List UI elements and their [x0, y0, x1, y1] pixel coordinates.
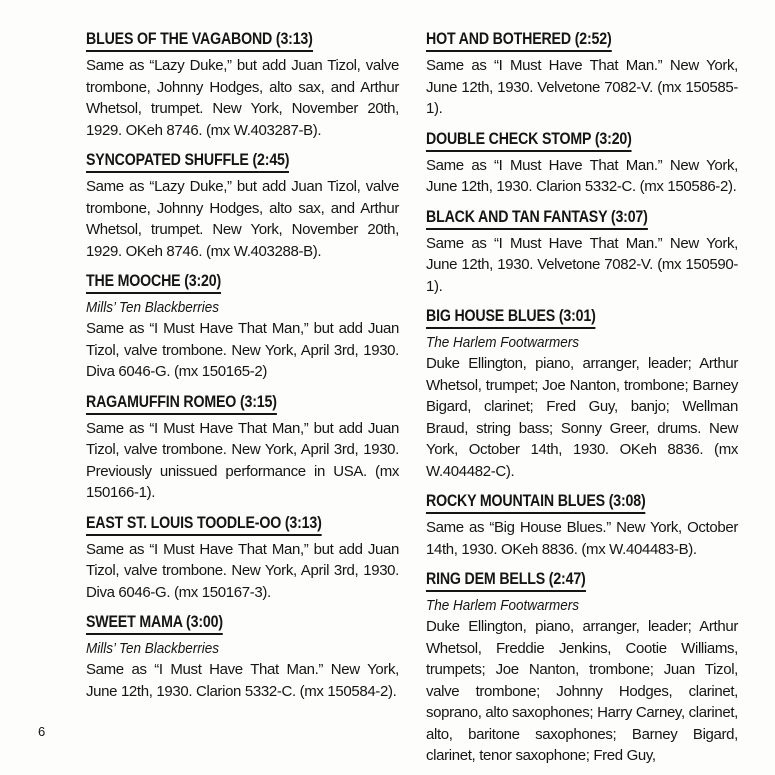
track-title: DOUBLE CHECK STOMP (3:20): [426, 128, 632, 152]
track-credits: Duke Ellington, piano, arranger, leader; Arthur Whetsol, trumpet; Joe Nanton, trombone; Barney Bigard, clarinet; Fred Guy, banjo; Wellman Braud, string bass; Sonny Greer, drums. New York, October 14th, 1930. OKeh 8836. (mx W.404482-C).: [426, 355, 738, 480]
right-column: [426, 28, 738, 775]
track-credits: Same as “I Must Have That Man,” but add Juan Tizol, valve trombone. New York, April 3rd, 1930. Diva 6046-G. (mx 150167-3).: [86, 540, 399, 601]
track-title: BLUES OF THE VAGABOND (3:13): [86, 28, 313, 52]
track-credits: Same as “Lazy Duke,” but add Juan Tizol, valve trombone, Johnny Hodges, alto sax, and Arthur Whetsol, trumpet. New York, November 20th, 1929. OKeh 8746. (mx W.403288-B).: [86, 178, 399, 260]
track-title: RAGAMUFFIN ROMEO (3:15): [86, 391, 277, 415]
track-credits: Same as “I Must Have That Man.” New York, June 12th, 1930. Clarion 5332-C. (mx 150584-2).: [86, 661, 399, 700]
track-credits: Duke Ellington, piano, arranger, leader; Arthur Whetsol, Freddie Jenkins, Cootie Williams, trumpets; Joe Nanton, trombone; Juan Tizol, valve trombone; Johnny Hodges, clarinet, soprano, alto saxophones; Harry Carney, clarinet, alto, baritone saxophones; Barney Bigard, clarinet, tenor saxophone; Fred Guy,: [426, 618, 738, 764]
track-title: THE MOOCHE (3:20): [86, 270, 221, 294]
track-title: HOT AND BOTHERED (2:52): [426, 28, 612, 52]
track-entry: [426, 305, 738, 482]
track-title: EAST ST. LOUIS TOODLE-OO (3:13): [86, 512, 322, 536]
track-title: ROCKY MOUNTAIN BLUES (3:08): [426, 490, 646, 514]
page-number: 6: [38, 724, 46, 739]
track-credits: Same as “I Must Have That Man.” New York, June 12th, 1930. Velvetone 7082-V. (mx 150585-1).: [426, 57, 738, 117]
track-entry: [86, 391, 399, 504]
track-credits: Same as “Lazy Duke,” but add Juan Tizol, valve trombone, Johnny Hodges, alto sax, and Arthur Whetsol, trumpet. New York, November 20th, 1929. OKeh 8746. (mx W.403287-B).: [86, 57, 399, 139]
track-entry: [426, 128, 738, 198]
track-credits: Same as “Big House Blues.” New York, October 14th, 1930. OKeh 8836. (mx W.404483-B).: [426, 519, 738, 558]
track-entry: [86, 28, 399, 141]
track-title: BLACK AND TAN FANTASY (3:07): [426, 206, 648, 230]
track-credits: Same as “I Must Have That Man.” New York, June 12th, 1930. Clarion 5332-C. (mx 150586-2).: [426, 156, 738, 195]
track-entry: [426, 568, 738, 767]
track-entry: [86, 611, 399, 702]
track-entry: [426, 28, 738, 120]
track-title: BIG HOUSE BLUES (3:01): [426, 305, 596, 329]
left-column: [86, 28, 399, 710]
band-name: The Harlem Footwarmers: [426, 597, 580, 614]
band-name: Mills’ Ten Blackberries: [86, 640, 220, 657]
track-entry: [426, 206, 738, 298]
band-name: Mills’ Ten Blackberries: [86, 299, 220, 316]
track-credits: Same as “I Must Have That Man.” New York, June 12th, 1930. Velvetone 7082-V. (mx 150590-1).: [426, 234, 738, 295]
track-title: SWEET MAMA (3:00): [86, 611, 223, 635]
track-credits: Same as “I Must Have That Man,” but add Juan Tizol, valve trombone. New York, April 3rd, 1930. Diva 6046-G. (mx 150165-2): [86, 320, 399, 380]
track-entry: [86, 512, 399, 604]
band-name: The Harlem Footwarmers: [426, 334, 580, 351]
track-title: SYNCOPATED SHUFFLE (2:45): [86, 149, 289, 173]
track-title: RING DEM BELLS (2:47): [426, 568, 586, 592]
track-entry: [86, 149, 399, 262]
track-entry: [86, 270, 399, 383]
track-entry: [426, 490, 738, 560]
track-credits: Same as “I Must Have That Man,” but add Juan Tizol, valve trombone. New York, April 3rd, 1930. Previously unissued performance in USA. (mx 150166-1).: [86, 419, 399, 501]
